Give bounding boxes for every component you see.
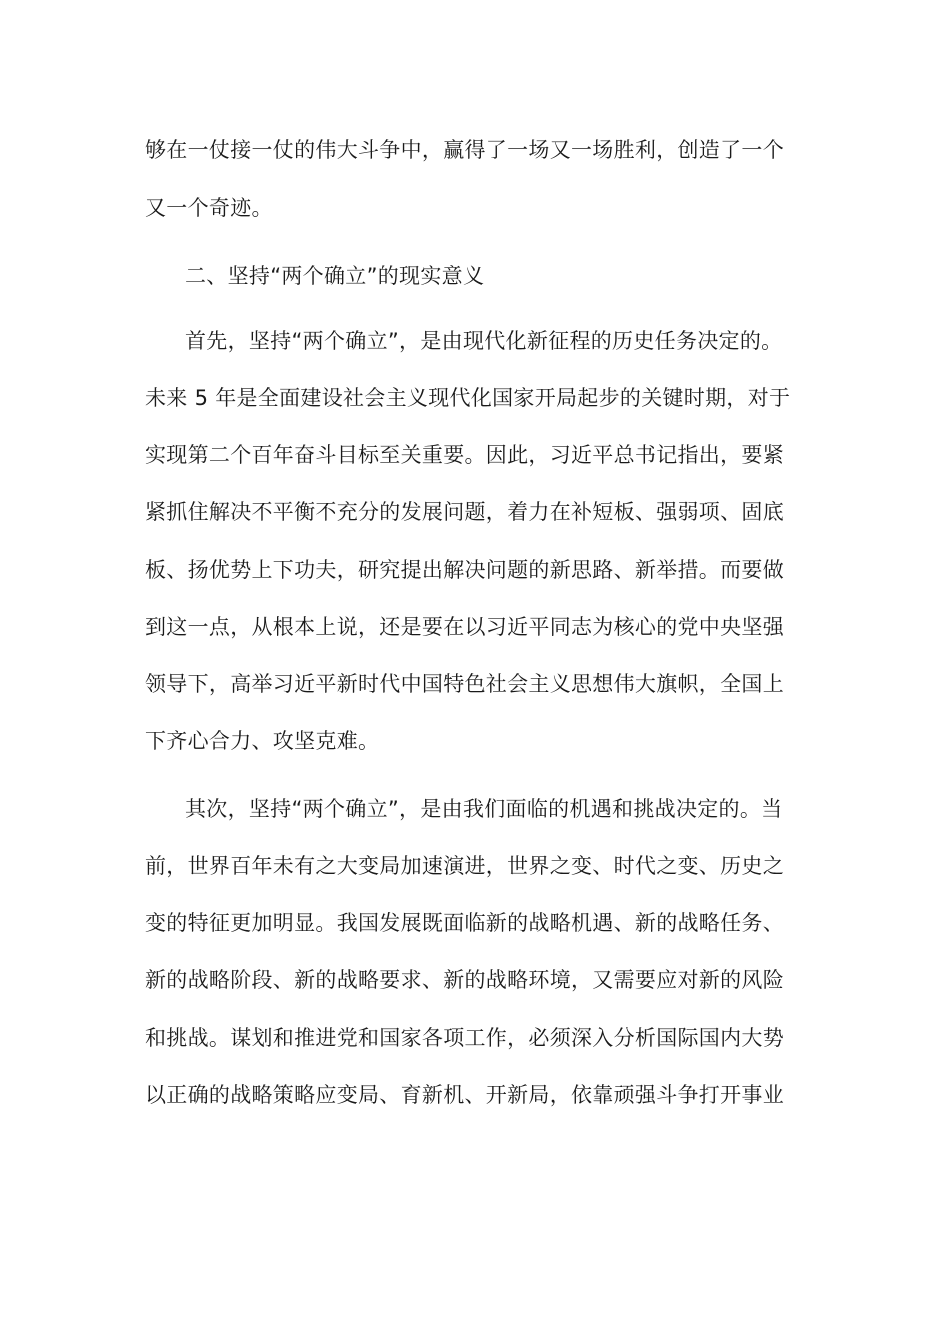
- text-line: 实现第二个百年奋斗目标至关重要。因此，习近平总书记指出，要紧: [145, 443, 784, 467]
- text-line: 板、扬优势上下功夫，研究提出解决问题的新思路、新举措。而要做: [145, 558, 784, 582]
- paragraph-first-line: 其次，坚持“两个确立”，是由我们面临的机遇和挑战决定的。当: [185, 797, 783, 821]
- text-line: 下齐心合力、攻坚克难。: [145, 729, 380, 753]
- text-line: 又一个奇迹。: [145, 196, 273, 220]
- text-line: 变的特征更加明显。我国发展既面临新的战略机遇、新的战略任务、: [145, 911, 784, 935]
- section-heading: 二、坚持“两个确立”的现实意义: [185, 264, 485, 288]
- text-line: 未来 5 年是全面建设社会主义现代化国家开局起步的关键时期，对于: [145, 386, 791, 410]
- text-line: 够在一仗接一仗的伟大斗争中，赢得了一场又一场胜利，创造了一个: [145, 138, 784, 162]
- paragraph-first-line: 首先，坚持“两个确立”，是由现代化新征程的历史任务决定的。: [185, 329, 783, 353]
- text-line: 新的战略阶段、新的战略要求、新的战略环境，又需要应对新的风险: [145, 968, 784, 992]
- text-line: 到这一点，从根本上说，还是要在以习近平同志为核心的党中央坚强: [145, 615, 784, 639]
- text-line: 领导下，高举习近平新时代中国特色社会主义思想伟大旗帜，全国上: [145, 672, 784, 696]
- text-line: 紧抓住解决不平衡不充分的发展问题，着力在补短板、强弱项、固底: [145, 500, 784, 524]
- text-line: 和挑战。谋划和推进党和国家各项工作，必须深入分析国际国内大势: [145, 1026, 784, 1050]
- text-line: 前，世界百年未有之大变局加速演进，世界之变、时代之变、历史之: [145, 854, 784, 878]
- text-line: 以正确的战略策略应变局、育新机、开新局，依靠顽强斗争打开事业: [145, 1083, 784, 1107]
